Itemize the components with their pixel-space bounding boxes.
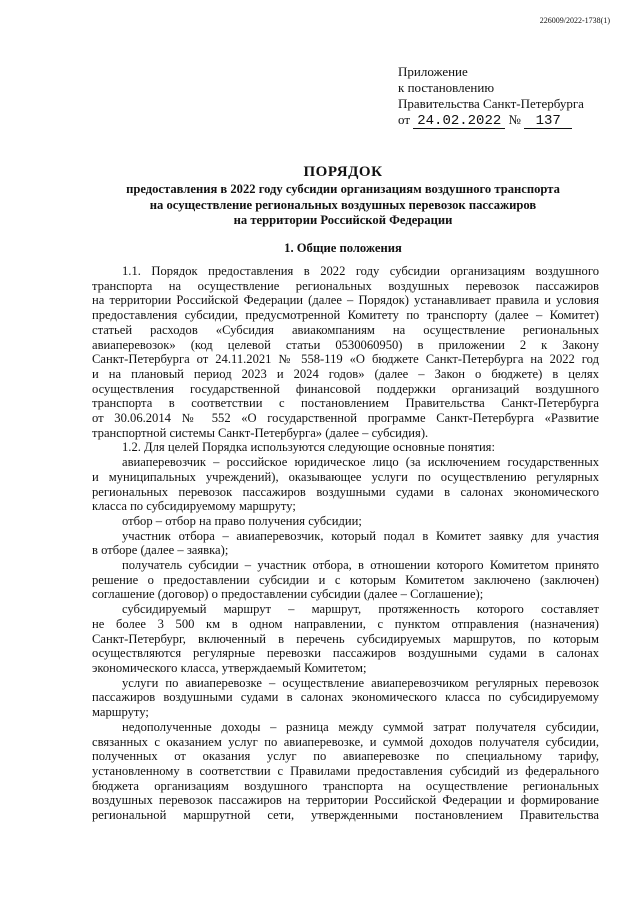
paragraph-line: региональной маршрутной сети, утвержденными постановлением Правительства [92, 808, 599, 823]
paragraph-line: соглашение (договор) о предоставлении субсидии (далее – Соглашение); [92, 587, 484, 602]
paragraph-line: региональных перевозок пассажиров воздушными судами в салонах экономического [92, 484, 599, 499]
paragraph-line: недополученные доходы – разница между суммой затрат получателя субсидии, [122, 719, 599, 734]
paragraph-line: маршруту; [92, 705, 149, 720]
paragraph-line: и на плановый период 2023 и 2024 годов» (далее – Закон о бюджете) в целях [92, 366, 599, 381]
paragraph-line: на территории Российской Федерации (далее – Порядок) устанавливает правила и условия [92, 293, 599, 308]
paragraph-line: осуществления государственной финансовой поддержки организаций воздушного [92, 381, 599, 396]
subtitle-line: на территории Российской Федерации [233, 213, 453, 227]
annex-date-line [398, 112, 608, 129]
annex-line: Правительства Санкт-Петербурга [398, 96, 584, 111]
section-heading: 1. Общие положения [284, 241, 402, 255]
annex-line: к постановлению [398, 80, 495, 95]
paragraph-line: услуги по авиаперевозке – осуществление авиаперевозчиком регулярных перевозок [122, 675, 599, 690]
subtitle-line: на осуществление региональных воздушных перевозок пассажиров [149, 197, 537, 212]
paragraph-line: пассажиров воздушными судами в салонах экономического класса по субсидируемому [92, 690, 599, 705]
paragraph-line: субсидируемый маршрут – маршрут, протяженность которого составляет [122, 602, 599, 617]
paragraph-line: предоставления субсидии, предусмотренной Комитету по транспорту (далее – Комитет) [92, 308, 599, 323]
paragraph-line: Санкт-Петербург, включенный в перечень субсидируемых маршрутов, по которым [92, 631, 599, 646]
paragraph-line: от 30.06.2014 № 552 «О государственной программе Санкт-Петербурга «Развитие [92, 411, 599, 426]
paragraph-line: установленному в соответствии с Правилами предоставления субсидий из федерального [92, 763, 599, 778]
paragraph-line: 1.1. Порядок предоставления в 2022 году субсидии организациям воздушного [122, 264, 599, 278]
paragraph-line: в отборе (далее – заявка); [92, 543, 229, 558]
annex-line: Приложение [398, 64, 468, 79]
resolution-date: 24.02.2022 [413, 114, 505, 129]
paragraph-line: авиаперевозок» (код целевой статьи 0530060950) в приложении 2 к Закону [92, 337, 599, 352]
paragraph-line: воздушных перевозок пассажиров на территории Российской Федерации и формирование [92, 793, 599, 808]
paragraph-line: отбор – отбор на право получения субсидии; [122, 513, 362, 528]
document-body [92, 264, 599, 823]
paragraph-line: не более 3 500 км в одном направлении, с пунктом отправления (назначения) [92, 616, 599, 631]
paragraph-line: бюджета организациям воздушного транспорта на осуществление региональных [92, 778, 599, 793]
annex-block [398, 64, 608, 129]
paragraph-line: связанных с оказанием услуг по авиаперевозке, и суммой доходов получателя субсидии, [92, 734, 599, 749]
document-registration-id: 226009/2022-1738(1) [539, 16, 610, 25]
paragraph-line: и муниципальных учреждений), оказывающее услуги по осуществлению регулярных [92, 469, 599, 484]
subtitle-line: предоставления в 2022 году субсидии организациям воздушного транспорта [126, 182, 560, 196]
document-subtitle [90, 182, 596, 229]
paragraph-line: авиаперевозчик – российское юридическое лицо (за исключением государственных [122, 455, 599, 470]
paragraph-line: получатель субсидии – участник отбора, в отношении которого Комитетом принято [122, 558, 599, 573]
paragraph-line: Санкт-Петербурга от 24.11.2021 № 558-119 «О бюджете Санкт-Петербурга на 2022 год [92, 352, 599, 367]
paragraph-line: 1.2. Для целей Порядка используются следующие основные понятия: [122, 440, 495, 455]
paragraph-line: решение о предоставлении субсидии и с которым Комитетом заключено (заключен) [92, 572, 599, 587]
paragraph-line: экономического класса, утверждаемый Комитетом; [92, 660, 367, 675]
paragraph-line: транспортной системы Санкт-Петербурга» (далее – субсидия). [92, 425, 429, 440]
paragraph-line: транспорта на осуществление региональных воздушных перевозок пассажиров [92, 278, 599, 293]
paragraph-line: транспорта в соответствии с постановлением Правительства Санкт-Петербурга [92, 396, 599, 411]
paragraph-line: класса по субсидируемому маршруту; [92, 499, 296, 514]
paragraph-line: статьей расходов «Субсидия авиакомпаниям на осуществление региональных [92, 322, 599, 337]
paragraph-line: участник отбора – авиаперевозчик, который подал в Комитет заявку для участия [122, 528, 599, 543]
paragraph-line: полученных от оказания услуг по авиаперевозке по специальному тарифу, [92, 749, 599, 764]
from-label: от [398, 112, 411, 127]
paragraph-line: осуществляются регулярные перевозки пассажиров воздушными судами в салонах [92, 646, 599, 661]
number-label: № [508, 112, 521, 127]
resolution-number: 137 [524, 114, 572, 129]
document-title: ПОРЯДОК [303, 164, 383, 180]
